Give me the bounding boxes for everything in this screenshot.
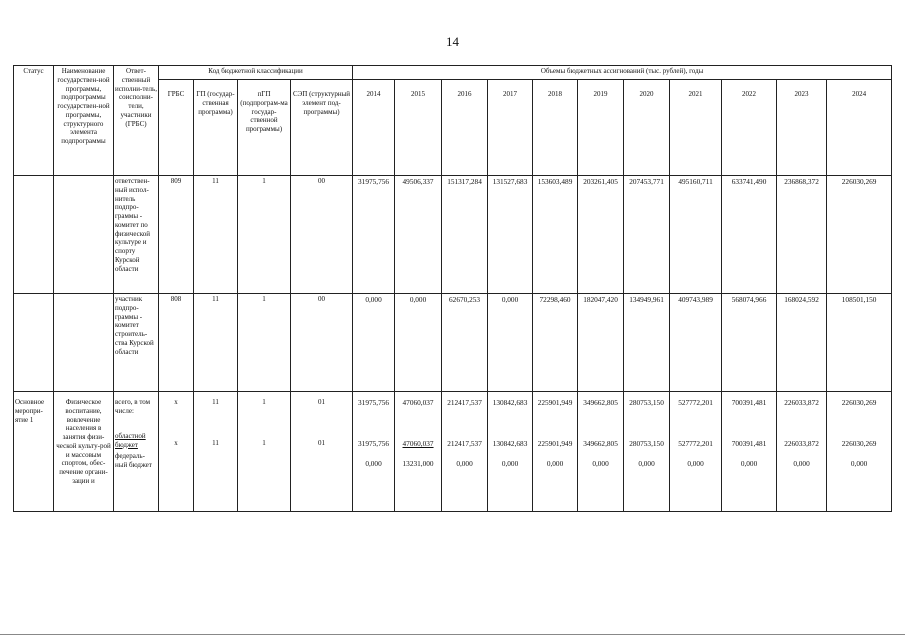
event-value: 0,000 (365, 459, 382, 468)
event-grbs: x (174, 398, 178, 406)
row-value: 633741,490 (722, 176, 777, 294)
event-value: 225901,949 (537, 398, 573, 407)
row-gp: 11 (194, 176, 238, 294)
row-name (54, 294, 114, 392)
row-value: 495160,711 (670, 176, 722, 294)
row-status (14, 294, 54, 392)
header-year: 2021 (670, 80, 722, 176)
header-year: 2017 (488, 80, 533, 176)
header-year: 2018 (533, 80, 578, 176)
event-value: 349662,805 (583, 398, 618, 407)
event-values-cell (488, 392, 533, 512)
row-value: 108501,150 (827, 294, 892, 392)
event-pgp: 1 (262, 439, 266, 447)
event-values-cell (533, 392, 578, 512)
event-value: 280753,150 (629, 398, 664, 407)
header-code-grbs: ГРБС (159, 80, 194, 176)
table-row (14, 294, 892, 392)
event-value: 31975,756 (358, 398, 390, 407)
row-value: 134949,961 (624, 294, 670, 392)
event-value: 280753,150 (629, 439, 664, 448)
row-name (54, 176, 114, 294)
header-volumes-group: Объемы бюджетных ассигнований (тыс. рублей), годы (353, 66, 892, 80)
event-value: 0,000 (546, 459, 564, 468)
row-sep: 00 (291, 294, 353, 392)
event-sep: 01 (318, 398, 326, 406)
event-values-cell (395, 392, 442, 512)
event-value: 225901,949 (537, 439, 573, 448)
row-sep: 00 (291, 176, 353, 294)
event-values-cell (353, 392, 395, 512)
row-value: 409743,989 (670, 294, 722, 392)
event-values-cell (722, 392, 777, 512)
event-value: 0,000 (456, 459, 473, 468)
event-value: 226033,872 (784, 398, 819, 407)
header-year: 2024 (827, 80, 892, 176)
row-value: 31975,756 (353, 176, 395, 294)
event-value: 212417,537 (447, 398, 482, 407)
event-grbs: x (174, 439, 178, 447)
event-value: 130842,683 (492, 398, 528, 407)
event-value: 31975,756 (358, 439, 390, 448)
event-regional-label: областной бюджет (115, 432, 146, 449)
row-pgp: 1 (238, 294, 291, 392)
event-values-cell (777, 392, 827, 512)
row-responsible: участник подпро-граммы - комитет строитель-ства Курской области (114, 294, 159, 392)
event-grbs-cell (159, 392, 194, 512)
header-code-pgp: пГП (подпрограм-ма государ-ственной программы) (238, 80, 291, 176)
event-value: 0,000 (592, 459, 609, 468)
event-values-cell (578, 392, 624, 512)
event-value: 0,000 (793, 459, 810, 468)
header-year: 2016 (442, 80, 488, 176)
event-values-cell (624, 392, 670, 512)
row-value: 168024,592 (777, 294, 827, 392)
event-value: 47060,037 (402, 398, 434, 407)
event-values-cell (442, 392, 488, 512)
row-value: 0,000 (353, 294, 395, 392)
header-year: 2014 (353, 80, 395, 176)
event-value: 0,000 (638, 459, 655, 468)
row-value: 182047,420 (578, 294, 624, 392)
row-value: 568074,966 (722, 294, 777, 392)
event-value: 700391,481 (731, 398, 767, 407)
event-pgp-cell (238, 392, 291, 512)
event-value: 527772,201 (678, 439, 713, 448)
event-value: 349662,805 (583, 439, 618, 448)
event-sep: 01 (318, 439, 326, 447)
row-gp: 11 (194, 294, 238, 392)
event-values-cell (670, 392, 722, 512)
row-grbs: 809 (159, 176, 194, 294)
header-responsible: Ответ-ственный исполни-тель, соисполни-тели, участники (ГРБС) (114, 66, 159, 176)
event-gp-cell (194, 392, 238, 512)
row-value: 62670,253 (442, 294, 488, 392)
event-value: 0,000 (687, 459, 704, 468)
header-code-group: Код бюджетной классификации (159, 66, 353, 80)
event-value: 130842,683 (492, 439, 528, 448)
header-year: 2015 (395, 80, 442, 176)
event-responsible-cell (114, 392, 159, 512)
event-value: 226030,269 (841, 398, 877, 407)
header-year: 2019 (578, 80, 624, 176)
row-value: 49506,337 (395, 176, 442, 294)
header-code-gp: ГП (государ-ственная программа) (194, 80, 238, 176)
event-total-label: всего, в том числе: (115, 398, 151, 415)
event-sep-cell (291, 392, 353, 512)
row-grbs: 808 (159, 294, 194, 392)
event-value: 47060,037 (402, 439, 434, 448)
table-row (14, 176, 892, 294)
event-name: Физическое воспитание, вовлечение населения в занятия физи-ческой культу-рой и массовым спортом, обес-печение органи-зации и (54, 392, 114, 512)
event-value: 226030,269 (841, 439, 877, 448)
table-row (14, 392, 892, 512)
event-value: 0,000 (501, 459, 519, 468)
page-number: 14 (446, 34, 459, 49)
row-value: 207453,771 (624, 176, 670, 294)
event-values-cell (827, 392, 892, 512)
event-value: 226033,872 (784, 439, 819, 448)
header-row-1 (14, 66, 892, 80)
event-value: 700391,481 (731, 439, 767, 448)
event-value: 0,000 (850, 459, 868, 468)
header-year: 2020 (624, 80, 670, 176)
row-value: 72298,460 (533, 294, 578, 392)
event-value: 13231,000 (402, 459, 434, 468)
event-gp: 11 (212, 398, 219, 406)
header-year: 2023 (777, 80, 827, 176)
header-status: Статус (14, 66, 54, 176)
row-value: 153603,489 (533, 176, 578, 294)
sheet-edge-divider (0, 634, 905, 635)
event-value: 212417,537 (447, 439, 482, 448)
header-code-sep: СЭП (структурный элемент под-программы) (291, 80, 353, 176)
event-pgp: 1 (262, 398, 266, 406)
row-value: 151317,284 (442, 176, 488, 294)
event-value: 527772,201 (678, 398, 713, 407)
row-value: 226030,269 (827, 176, 892, 294)
header-name: Наименование государствен-ной программы, подпрограммы государствен-ной программы, структурного элемента подпрограммы (54, 66, 114, 176)
row-status (14, 176, 54, 294)
event-federal-label: федераль-ный бюджет (115, 452, 152, 469)
row-value: 236868,372 (777, 176, 827, 294)
row-value: 0,000 (395, 294, 442, 392)
budget-table (13, 65, 892, 512)
event-gp: 11 (212, 439, 219, 447)
row-value: 203261,405 (578, 176, 624, 294)
event-value: 0,000 (740, 459, 758, 468)
event-status: Основное меропри-ятие 1 (14, 392, 54, 512)
header-year: 2022 (722, 80, 777, 176)
row-value: 131527,683 (488, 176, 533, 294)
row-responsible: ответствен-ный испол-нитель подпро-граммы - комитет по физической культуре и спорту Курской области (114, 176, 159, 294)
row-pgp: 1 (238, 176, 291, 294)
row-value: 0,000 (488, 294, 533, 392)
